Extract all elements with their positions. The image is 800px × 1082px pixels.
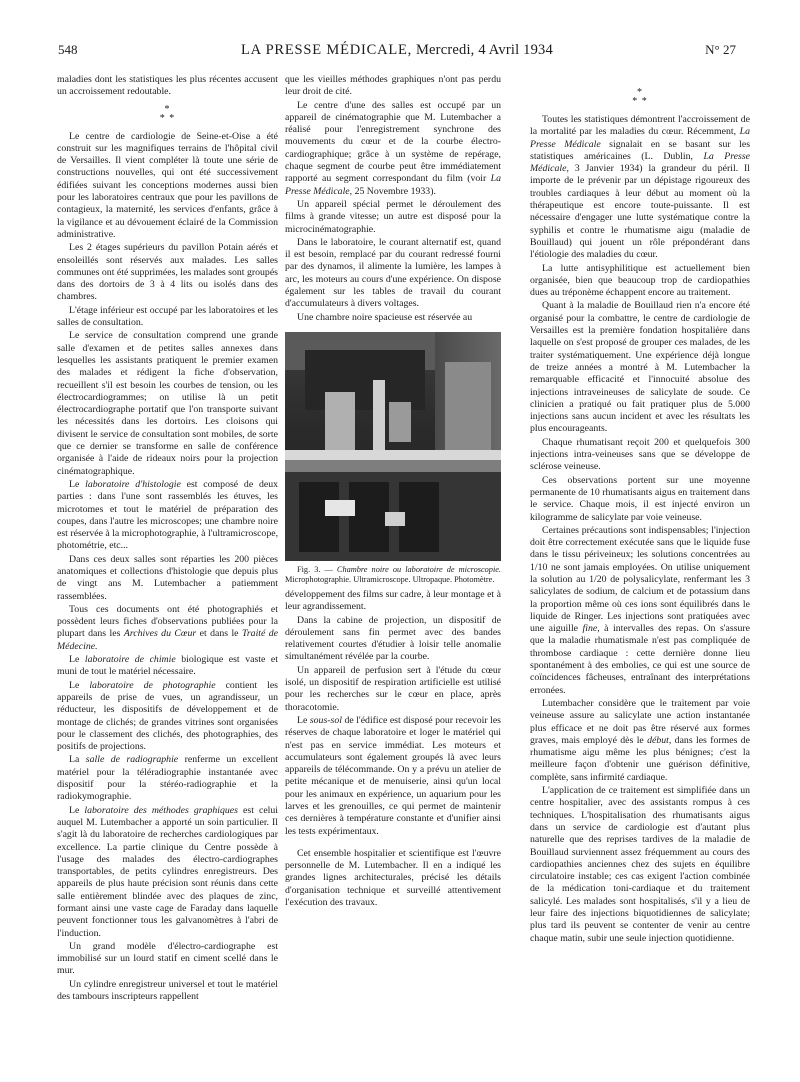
paragraph: Le centre d'une des salles est occupé par un appareil de cinématographie que M. Lutembacher a réalisé pour l'enregistrement synchrone des mouvements du cœur et de la courbe électro-cardiographique; grâce à un système de repérage, chaque segment de courbe peut être immédiatement rapporté au segment correspondant du film (voir La Presse Médicale, 25 Novembre 1933). — [285, 99, 501, 197]
paragraph: Quant à la maladie de Bouillaud rien n'a encore été organisé pour la combattre, le centre de cardiologie de Versailles est la première fondation hospitalière dans laquelle on s'est proposé de grouper ces malades, de les traiter systématiquement. Une expérience déjà longue de treize années a montré à M. Lutembacher la remarquable efficacité et l'innocuité absolue des injections intraveineuses de salicylate de soude. Ce clinicien a pratiqué ou fait pratiquer plus de 5.000 injections sans aucun incident et avec les résultats les plus encourageants. — [530, 300, 750, 435]
paragraph: Le laboratoire de chimie biologique est vaste et muni de tout le matériel nécessaire. — [57, 654, 278, 678]
darkroom-photo — [285, 332, 501, 561]
paragraph: Dans le laboratoire, le courant alternatif est, quand il est besoin, remplacé par du courant redressé fourni par des dynamos, il alimente la lumière, les lampes à arc, les moteurs au cours d'une expérience. On dispose également sur les tables de travail du courant d'accumulateurs à divers voltages. — [285, 236, 501, 310]
page-header — [58, 42, 736, 66]
paragraph: Un grand modèle d'électro-cardiographe est immobilisé sur un lourd statif en ciment scellé dans le mur. — [57, 940, 278, 977]
paragraph: Un appareil de perfusion sert à l'étude du cœur isolé, un dispositif de respiration artificielle est utilisé pour les recherches sur le cœur en place, après thoracotomie. — [285, 664, 501, 713]
paragraph: Les 2 étages supérieurs du pavillon Potain aérés et ensoleillés sont réservés aux malades. Les salles communes ont été supprimées, les malades sont groupés dans des dortoirs de 3 à 4 lits ou isolés dans des chambres. — [57, 242, 278, 303]
column-right — [530, 74, 750, 1074]
paragraph: Ces observations portent sur une moyenne permanente de 10 rhumatisants aigus en traitement dans le service. Chaque mois, il est injecté environ un kilogramme de salicylate par voie veineuse. — [530, 474, 750, 523]
paragraph: développement des films sur cadre, à leur montage et à leur agrandissement. — [285, 588, 501, 613]
figure-caption: Fig. 3. — Chambre noire ou laboratoire de microscopie. Microphotographie. Ultramicroscope. Ultropaque. Photomètre. — [285, 564, 501, 584]
figure-3 — [285, 332, 501, 585]
paragraph: Certaines précautions sont indispensables; l'injection doit être correctement exécutée sans que le liquide fuse dans le tissu périveineux; les solutions concentrées au 1/10 ne sont jamais employées. On utilise uniquement la solution au 1/20 de polysalicylate, renfermant les 3 salicylates de sodium, de calcium et de potassium dans la proportion même où ces ions sont équilibrés dans le liquide de Ringer. Les injections sont pratiquées avec une aiguille fine, à intervalles des repas. On s'assure que la maladie rhumatismale n'est pas compliquée de thrombose cardiaque : cette dernière donne lieu spontanément à des embolies, ce qui est une source de coïncidences fâcheuses, entraînant des interprétations erronées. — [530, 524, 750, 696]
paragraph: L'application de ce traitement est simplifiée dans un centre hospitalier, avec des assistants rompus à ces techniques. L'hospitalisation des rhumatisants aigus dans un service de cardiologie est d'autant plus naturelle que des reprises tardives de la maladie de Bouillaud surviennent assez fréquemment au cours des cardiopathies anciennes chez des sujets en équilibre circulatoire instable; ces cas exigent l'action combinée de la médication toni-cardiaque et du traitement salicylé. Les malades sont hospitalisés, s'il y a lieu de leur faire des injections biquotidiennes de salicylate; plus tard ils peuvent se contenter de venir au centre chaque matin, subir une seule injection quotidienne. — [530, 785, 750, 944]
section-asterism: * * * — [632, 87, 648, 107]
paragraph: Le service de consultation comprend une grande salle d'examen et de petites salles annexes dans lesquelles les assistants pratiquent le premier examen des malades et rédigent la fiche d'observation, recueillent s'il est besoin les courbes de tension, ou les électrocardiogrammes; on utilise là un petit électrocardiographe portatif que l'on transporte suivant les nécessités dans les dortoirs. Les cloisons qui divisent le service de consultation sont mobiles, de sorte que ce dernier se transforme en salle de conférence organisée à l'aide de rideaux noirs pour la projection cinématographique. — [57, 330, 278, 477]
paragraph: Dans ces deux salles sont réparties les 200 pièces anatomiques et collections d'histologie que depuis plus de vingt ans M. Lutembacher a patiemment rassemblées. — [57, 553, 278, 602]
paragraph: que les vieilles méthodes graphiques n'ont pas perdu leur droit de cité. — [285, 74, 501, 98]
paragraph: Un appareil spécial permet le déroulement des films à grande vitesse; un autre est disposé pour la microcinématographie. — [285, 198, 501, 235]
running-title — [58, 42, 736, 59]
page-number: 548 — [58, 42, 78, 57]
issue-number: N° 27 — [705, 42, 736, 57]
paragraph: Une chambre noire spacieuse est réservée au — [297, 311, 473, 323]
paragraph: Cet ensemble hospitalier et scientifique est l'œuvre personnelle de M. Lutembacher. Il en a indiqué les grandes lignes architecturales, précisé les détails d'organisation technique et surveillé attentivement l'exécution des travaux. — [285, 847, 501, 909]
paragraph: Le centre de cardiologie de Seine-et-Oise a été construit sur les magnifiques terrains de l'hôpital civil de Versailles. Il vient compléter là toute une série de constructions nouvelles, qui ont été successivement édifiées suivant les conceptions modernes aussi bien pour les laboratoires centraux que pour les pavillons de contagieux, la maternité, les services d'enfants, grâce à la vigilance et au dévouement éclairé de la Commission administrative. — [57, 130, 278, 240]
paragraph: L'étage inférieur est occupé par les laboratoires et les salles de consultation. — [57, 304, 278, 329]
paragraph: Lutembacher considère que le traitement par voie veineuse assure au salicylate une action instantanée plus efficace et ne doit pas être réservé aux formes graves, mais employé dès le début, dans les formes de rhumatisme aigu même les plus bénignes; c'est la meilleure façon d'obtenir une guérison définitive, complète, sans infirmité cardiaque. — [530, 697, 750, 783]
paragraph: Un cylindre enregistreur universel et tout le matériel des tambours inscripteurs rappellent — [57, 978, 278, 1003]
paragraph: Le sous-sol de l'édifice est disposé pour recevoir les réserves de chaque laboratoire et loger le matériel qui n'est pas en service immédiat. Les moteurs et accumulateurs sont également groupés là avec leurs appareils de télécommande. On y a prévu un atelier de petite mécanique et de menuiserie, ainsi qu'un local pour les animaux en expérience, un aquarium pour les larves et les grenouilles, ce qui permet de maintenir ces dernières à température constante et d'unifier ainsi les tests expérimentaux. — [285, 714, 501, 837]
paragraph: Chaque rhumatisant reçoit 200 et quelquefois 300 injections intra-veineuses sans que se développe de sclérose veineuse. — [530, 436, 750, 473]
journal-title: LA PRESSE MÉDICALE, — [241, 42, 413, 58]
paragraph: Le laboratoire d'histologie est composé de deux parties : dans l'une sont rassemblés les étuves, les microtomes et tout le matériel de préparation des coupes, dans l'autre les microscopes; une chambre noire est réservée à la microphotographie, à l'ultramicroscope, photométrie, etc... — [57, 478, 278, 552]
paragraph: La salle de radiographie renferme un excellent matériel pour la téléradiographie instantanée avec dispositif pour la stéréo-radiographie et la radiokymographie. — [57, 754, 278, 803]
issue-date: Mercredi, 4 Avril 1934 — [415, 42, 553, 58]
column-left — [57, 74, 278, 1074]
paragraph: Le laboratoire de photographie contient les appareils de prise de vues, un agrandisseur, un réducteur, les dispositifs de développement et de montage de clichés; de grandes vitrines sont organisées pour le classement des clichés, des photographies, des positifs de projections. — [57, 679, 278, 753]
column-middle — [285, 74, 501, 1074]
paragraph: maladies dont les statistiques les plus récentes accusent un accroissement redoutable. — [57, 74, 278, 98]
paragraph: Tous ces documents ont été photographiés et possèdent leurs fiches d'observations publiées pour la plupart dans les Archives du Cœur et dans le Traité de Médecine. — [57, 603, 278, 652]
paragraph: La lutte antisyphilitique est actuellement bien organisée, bien que beaucoup trop de cardiopathies dues au tréponème échappent encore au traitement. — [530, 262, 750, 299]
paragraph: Le laboratoire des méthodes graphiques est celui auquel M. Lutembacher a apporté un soin particulier. Il s'agit là du laboratoire de recherches cardiologiques par excellence. La partie clinique du Centre possède à l'usage des malades des électro-cardiographes transportables, de petits cylindres enregistreurs. Des appareils de plus haute précision sont réunis dans cette salle entièrement blindée avec des plaques de zinc, formant ainsi une vaste cage de Faraday dans laquelle peuvent fonctionner tous les galvanomètres à l'abri de l'induction. — [57, 804, 278, 939]
paragraph: Toutes les statistiques démontrent l'accroissement de la mortalité par les maladies du cœur. Récemment, La Presse Médicale signalait en se basant sur les statistiques américaines (L. Dublin, La Presse Médicale, 3 Janvier 1934) la grandeur du péril. Il importe de le prévenir par un dépistage rigoureux des troubles cardiaques à leur début au moment où la thérapeutique est encore toute-puissante. Il est nécessaire d'engager une lutte systématique contre la syphilis et contre le rhumatisme aigu (maladie de Bouillaud) qui jouent un rôle prépondérant dans l'étiologie des maladies du cœur. — [530, 114, 750, 261]
paragraph: Dans la cabine de projection, un dispositif de déroulement sans fin permet avec des bandes relativement courtes d'étudier à loisir telle anomalie simultanément révélée par la courbe. — [285, 614, 501, 663]
section-asterism: * * * — [159, 103, 176, 124]
